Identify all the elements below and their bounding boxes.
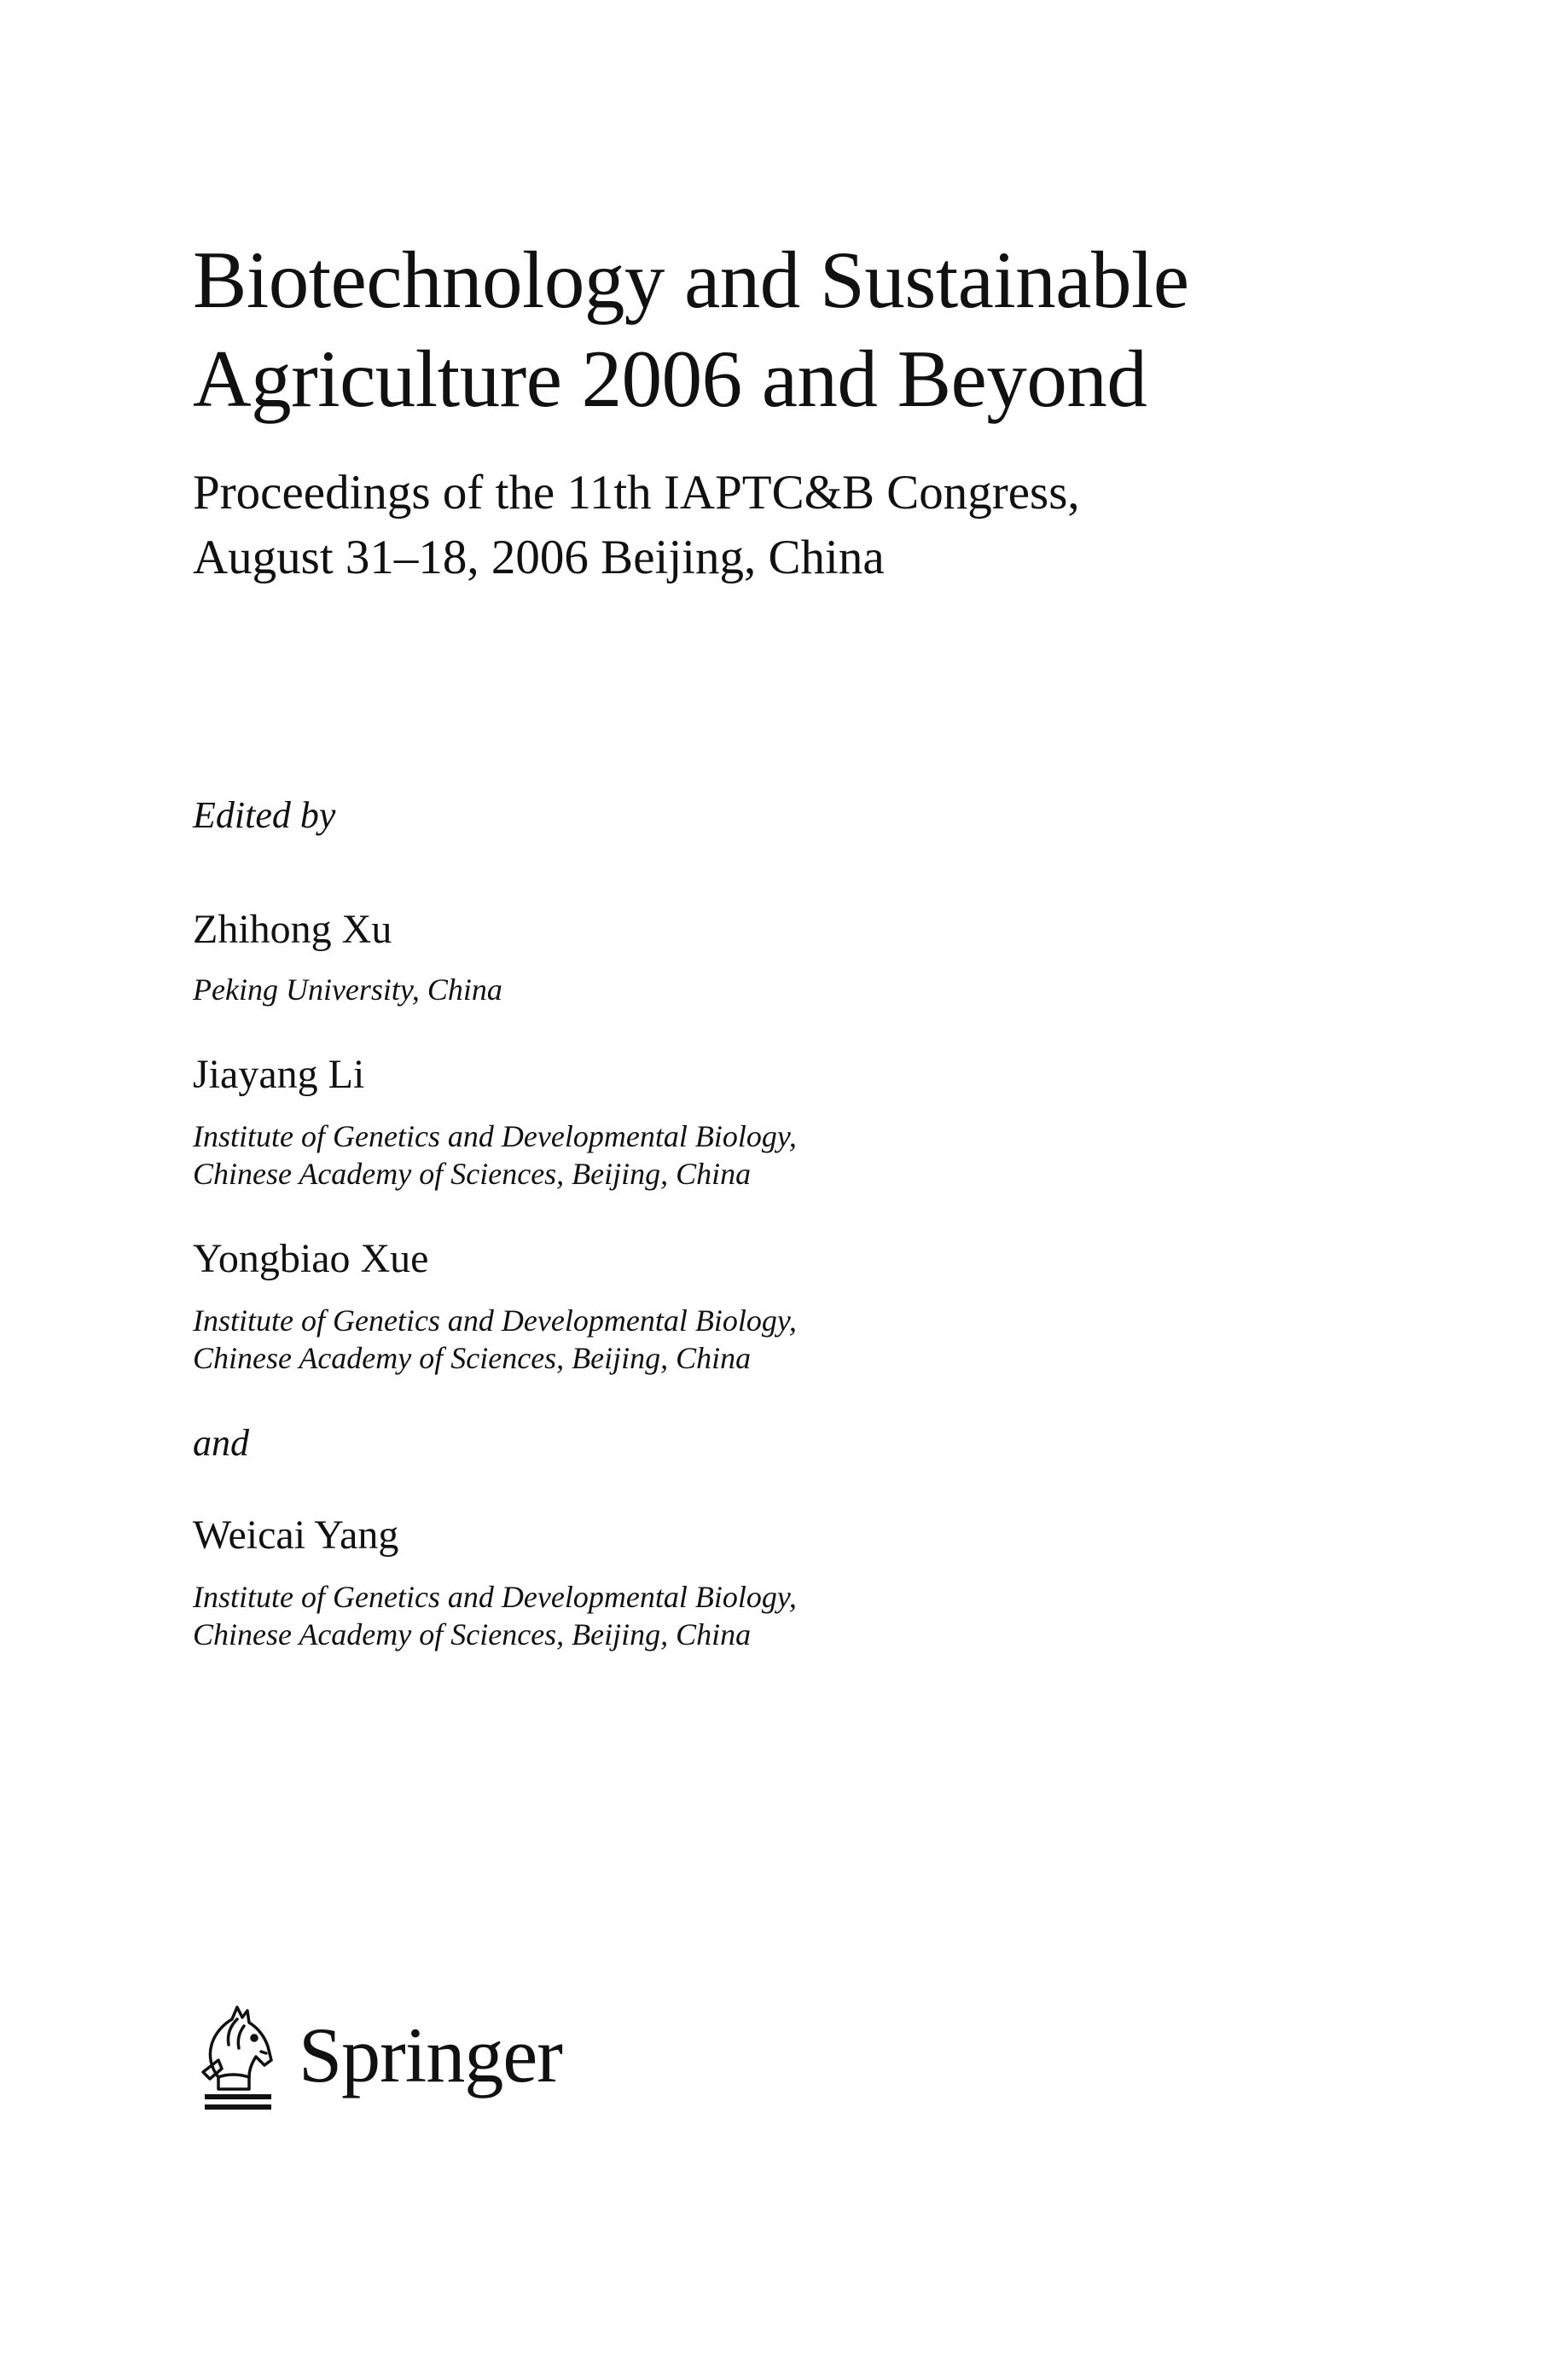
springer-knight-icon <box>193 2000 283 2113</box>
book-title-line-1: Biotechnology and Sustainable <box>193 235 1189 325</box>
editor-list <box>193 904 1217 1653</box>
publisher-name: Springer <box>299 2011 562 2098</box>
editor-entry <box>193 904 1217 1008</box>
editor-name: Jiayang Li <box>193 1052 365 1097</box>
editor-affiliation-line-1: Institute of Genetics and Developmental Biology, <box>193 1580 797 1614</box>
editor-entry <box>193 1510 1217 1653</box>
editor-affiliation: Peking University, China <box>193 972 502 1007</box>
editor-entry <box>193 1234 1217 1377</box>
editor-affiliation-line-2: Chinese Academy of Sciences, Beijing, China <box>193 1157 752 1191</box>
book-subtitle-line-2: August 31–18, 2006 Beijing, China <box>193 531 885 584</box>
editor-affiliation-line-2: Chinese Academy of Sciences, Beijing, China <box>193 1341 752 1375</box>
publisher-imprint <box>193 2000 562 2113</box>
editor-entry <box>193 1049 1217 1193</box>
editor-name: Weicai Yang <box>193 1512 399 1558</box>
editor-affiliation-line-1: Institute of Genetics and Developmental Biology, <box>193 1119 797 1153</box>
editor-name: Yongbiao Xue <box>193 1236 429 1281</box>
editor-name: Zhihong Xu <box>193 907 392 952</box>
book-subtitle-line-1: Proceedings of the 11th IAPTC&B Congress, <box>193 466 1080 520</box>
editor-affiliation-line-2: Chinese Academy of Sciences, Beijing, China <box>193 1617 752 1651</box>
book-title-line-2: Agriculture 2006 and Beyond <box>193 334 1147 424</box>
book-subtitle <box>193 461 1080 590</box>
and-conjunction: and <box>193 1422 249 1464</box>
edited-by-label: Edited by <box>193 794 336 836</box>
editor-affiliation-line-1: Institute of Genetics and Developmental Biology, <box>193 1303 797 1338</box>
book-title <box>193 230 1189 428</box>
